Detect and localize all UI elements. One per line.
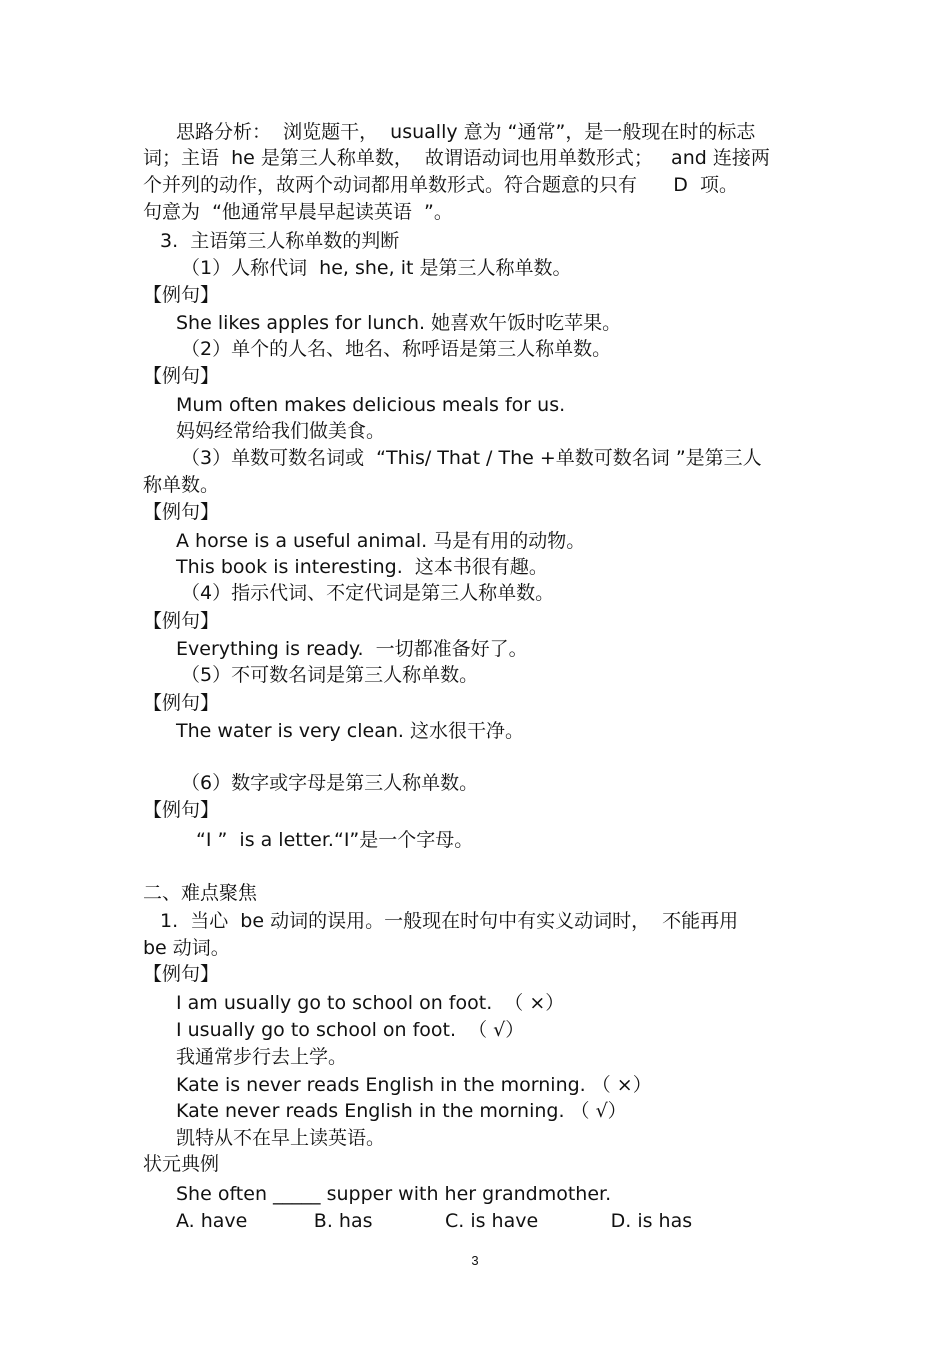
example-sentence: Mum often makes delicious meals for us.	[176, 394, 566, 416]
answer-options: A. have B. has C. is have D. is has	[176, 1210, 693, 1232]
text-line: 称单数。	[143, 474, 220, 496]
text-line: （2）单个的人名、地名、称呼语是第三人称单数。	[181, 338, 612, 360]
text-line: （3）单数可数名词或 “This/ That / The +单数可数名词 ”是第三人	[181, 447, 762, 469]
example-label: 【例句】	[143, 610, 220, 632]
question-stem: She often _____ supper with her grandmother.	[176, 1183, 612, 1205]
text-line: 词；主语 he 是第三人称单数， 故谓语动词也用单数形式； and 连接两	[143, 147, 770, 169]
example-label: 【例句】	[143, 963, 220, 985]
text-line: 1. 当心 be 动词的误用。一般现在时句中有实义动词时， 不能再用	[160, 910, 739, 932]
text-line: （5）不可数名词是第三人称单数。	[181, 664, 479, 686]
section-heading: 二、难点聚焦	[143, 882, 258, 904]
example-sentence: A horse is a useful animal. 马是有用的动物。	[176, 530, 586, 552]
example-label: 【例句】	[143, 284, 220, 306]
text-line: 句意为 “他通常早晨早起读英语 ”。	[143, 201, 453, 223]
example-translation: 我通常步行去上学。	[176, 1046, 348, 1068]
section-heading: 状元典例	[143, 1153, 220, 1175]
text-line: 个并列的动作，故两个动词都用单数形式。符合题意的只有 D 项。	[143, 174, 738, 196]
text-line: （4）指示代词、不定代词是第三人称单数。	[181, 582, 555, 604]
example-translation: 妈妈经常给我们做美食。	[176, 420, 386, 442]
example-sentence: “I ” is a letter.“I”是一个字母。	[196, 829, 474, 851]
example-sentence: Kate is never reads English in the morning. （ ×）	[176, 1074, 652, 1096]
text-line: （1）人称代词 he, she, it 是第三人称单数。	[181, 257, 572, 279]
example-sentence: Kate never reads English in the morning. （ √）	[176, 1100, 627, 1122]
example-label: 【例句】	[143, 501, 220, 523]
example-label: 【例句】	[143, 365, 220, 387]
text-line: be 动词。	[143, 937, 230, 959]
section-heading: 3. 主语第三人称单数的判断	[160, 230, 400, 252]
example-sentence: The water is very clean. 这水很干净。	[176, 720, 524, 742]
example-label: 【例句】	[143, 692, 220, 714]
example-translation: 凯特从不在早上读英语。	[176, 1127, 386, 1149]
example-sentence: I am usually go to school on foot. （ ×）	[176, 992, 565, 1014]
page-number: 3	[471, 1253, 479, 1268]
example-sentence: I usually go to school on foot. （ √）	[176, 1019, 525, 1041]
example-label: 【例句】	[143, 799, 220, 821]
text-line: 思路分析： 浏览题干， usually 意为 “通常”，是一般现在时的标志	[176, 121, 756, 143]
example-sentence: This book is interesting. 这本书很有趣。	[176, 556, 548, 578]
example-sentence: She likes apples for lunch. 她喜欢午饭时吃苹果。	[176, 312, 622, 334]
text-line: （6）数字或字母是第三人称单数。	[181, 772, 479, 794]
example-sentence: Everything is ready. 一切都准备好了。	[176, 638, 528, 660]
